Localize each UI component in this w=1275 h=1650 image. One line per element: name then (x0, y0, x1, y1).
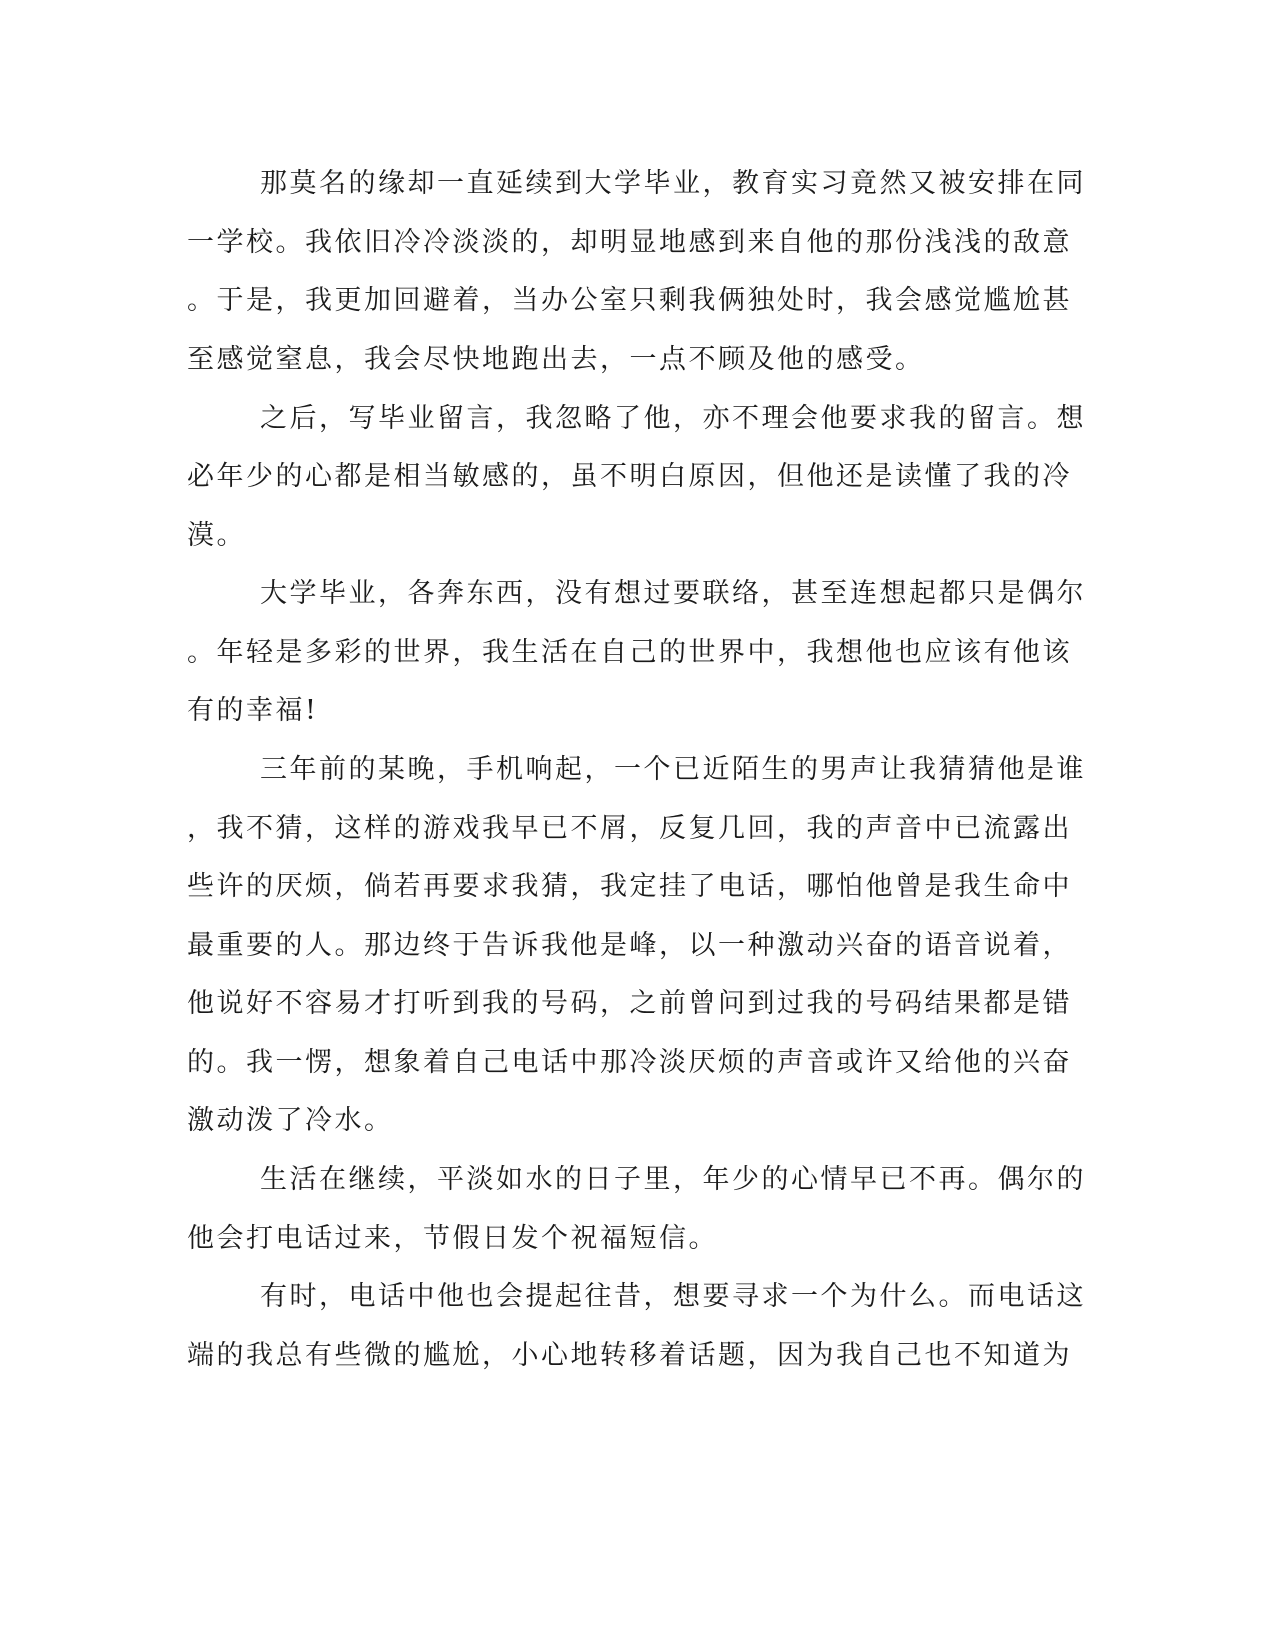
paragraph-3-line-3: 有的幸福! (187, 695, 319, 726)
paragraph-5-line-2: 他会打电话过来，节假日发个祝福短信。 (187, 1223, 718, 1254)
paragraph-1-line-1: 那莫名的缘却一直延续到大学毕业，教育实习竟然又被安排在同 (260, 168, 1086, 199)
paragraph-1-line-2: 一学校。我依旧冷冷淡淡的，却明显地感到来自他的那份浅浅的敌意 (187, 227, 1072, 258)
paragraph-6-line-2: 端的我总有些微的尴尬，小心地转移着话题，因为我自己也不知道为 (187, 1340, 1072, 1371)
paragraph-2-line-1: 之后，写毕业留言，我忽略了他，亦不理会他要求我的留言。想 (260, 403, 1086, 434)
paragraph-5-line-1: 生活在继续，平淡如水的日子里，年少的心情早已不再。偶尔的 (260, 1164, 1086, 1195)
paragraph-6-line-1: 有时，电话中他也会提起往昔，想要寻求一个为什么。而电话这 (260, 1281, 1086, 1312)
paragraph-2-line-2: 必年少的心都是相当敏感的，虽不明白原因，但他还是读懂了我的冷 (187, 461, 1072, 492)
paragraph-4-line-6: 的。我一愣，想象着自己电话中那冷淡厌烦的声音或许又给他的兴奋 (187, 1047, 1072, 1078)
paragraph-2-line-3: 漠。 (187, 520, 246, 551)
paragraph-4-line-1: 三年前的某晚，手机响起，一个已近陌生的男声让我猜猜他是谁 (260, 754, 1086, 785)
paragraph-4-line-7: 激动泼了冷水。 (187, 1105, 394, 1136)
paragraph-3-line-1: 大学毕业，各奔东西，没有想过要联络，甚至连想起都只是偶尔 (260, 578, 1086, 609)
paragraph-1-line-4: 至感觉窒息，我会尽快地跑出去，一点不顾及他的感受。 (187, 344, 925, 375)
paragraph-1-line-3: 。于是，我更加回避着，当办公室只剩我俩独处时，我会感觉尴尬甚 (187, 285, 1072, 316)
paragraph-3-line-2: 。年轻是多彩的世界，我生活在自己的世界中，我想他也应该有他该 (187, 637, 1072, 668)
paragraph-4-line-3: 些许的厌烦，倘若再要求我猜，我定挂了电话，哪怕他曾是我生命中 (187, 871, 1072, 902)
paragraph-4-line-2: ，我不猜，这样的游戏我早已不屑，反复几回，我的声音中已流露出 (187, 813, 1072, 844)
paragraph-4-line-4: 最重要的人。那边终于告诉我他是峰，以一种激动兴奋的语音说着， (187, 930, 1072, 961)
paragraph-4-line-5: 他说好不容易才打听到我的号码，之前曾问到过我的号码结果都是错 (187, 988, 1072, 1019)
